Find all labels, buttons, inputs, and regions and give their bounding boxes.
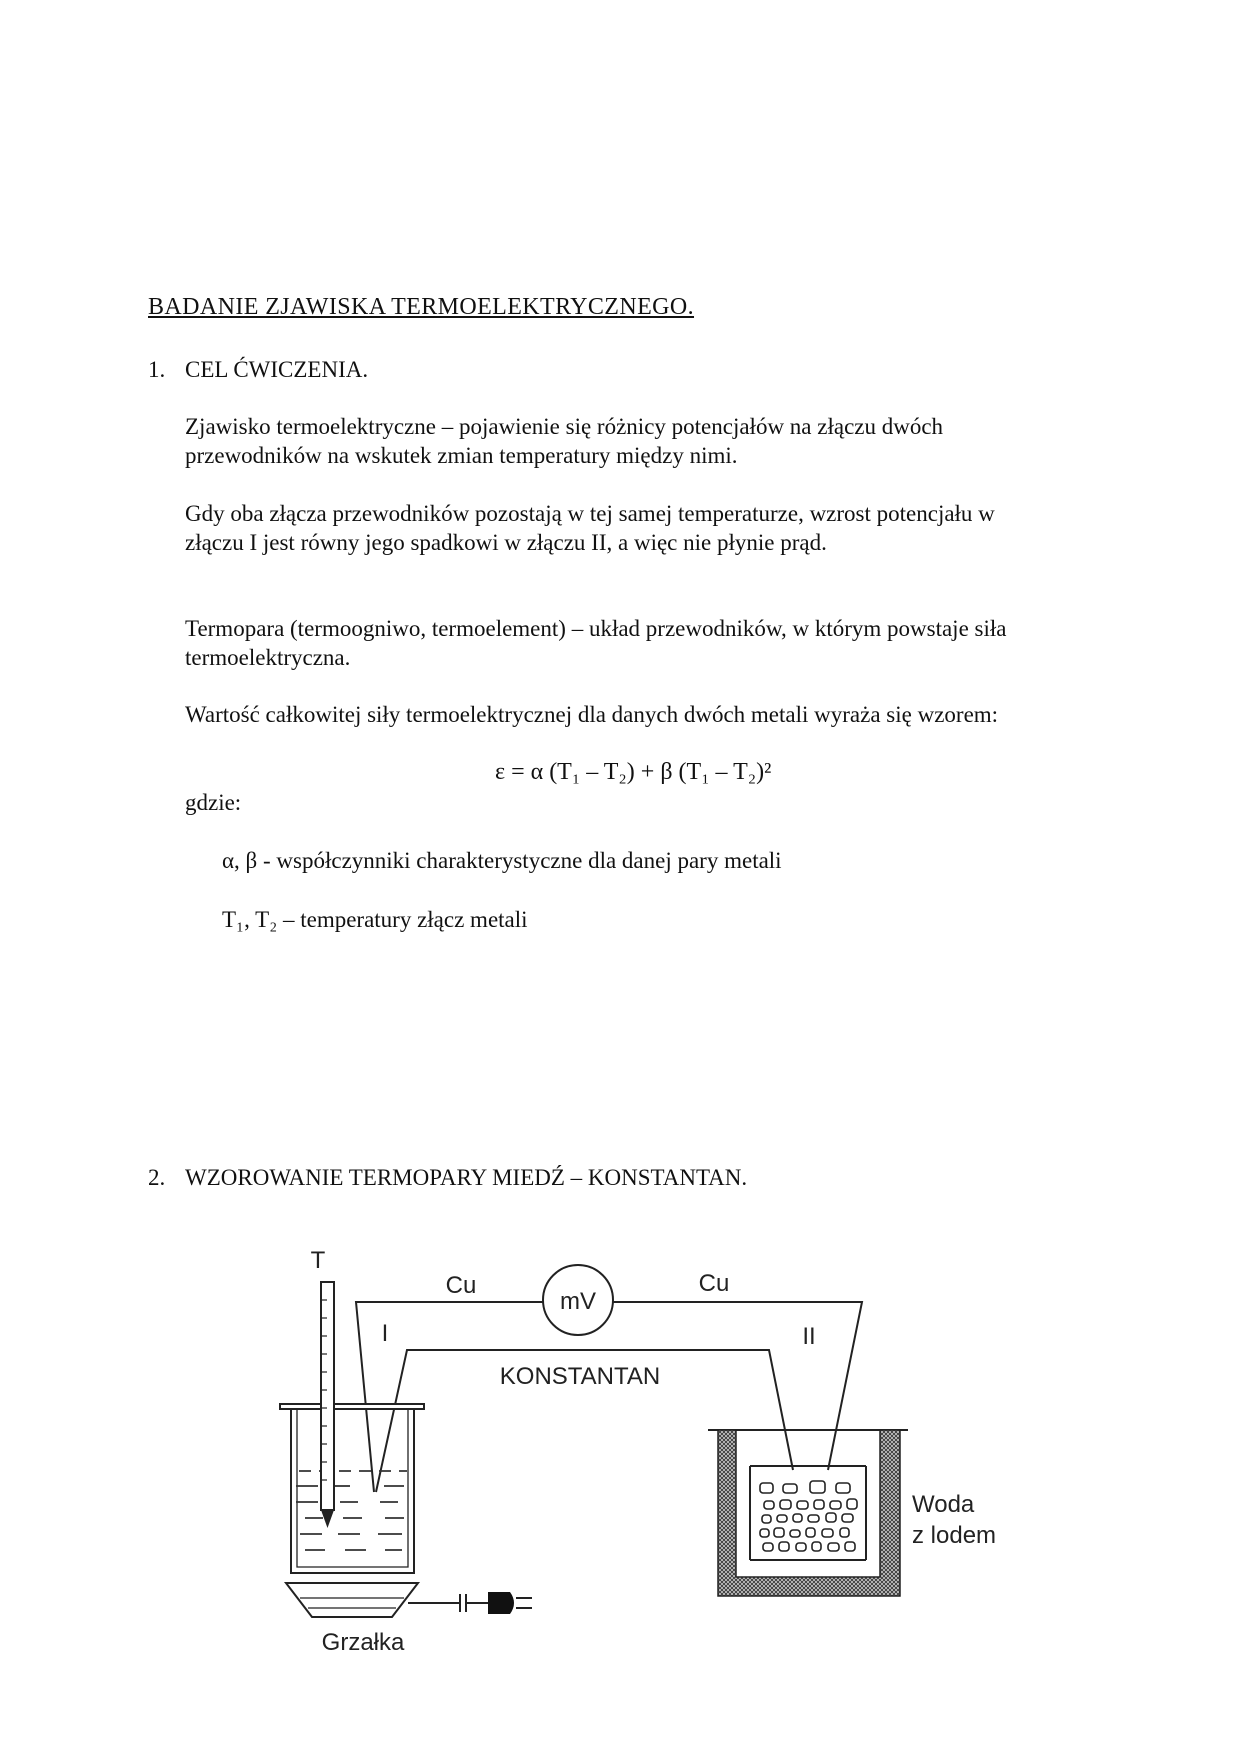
junction-i-label: I [381, 1320, 389, 1347]
paragraph-3-line-1: Termopara (termoogniwo, termoelement) – układ przewodników, w którym powstaje siła [185, 616, 1007, 641]
paragraph-1-line-2: przewodników na wskutek zmian temperatury między nimi. [185, 443, 738, 468]
ice-bath [708, 1430, 908, 1596]
heater-icon [286, 1583, 418, 1617]
paragraph-2-line-2: złączu I jest równy jego spadkowi w złączu II, a więc nie płynie prąd. [185, 530, 827, 555]
paragraph-3-line-2: termoelektryczna. [185, 645, 351, 670]
beaker-lid [280, 1404, 424, 1409]
beaker-outer [291, 1409, 414, 1573]
junction-ii-label: II [802, 1323, 816, 1350]
millivoltmeter [543, 1265, 613, 1335]
paragraph-4: Wartość całkowitej siły termoelektrycznej dla danych dwóch metali wyraża się wzorem: [185, 702, 999, 727]
copper-wire-right-label: Cu [698, 1270, 730, 1297]
thermometer-icon [321, 1282, 334, 1528]
millivoltmeter-label: mV [560, 1288, 596, 1315]
heater-label: Grzałka [321, 1629, 405, 1656]
section-2-number: 2. [148, 1165, 166, 1190]
paragraph-2-line-1: Gdy oba złącza przewodników pozostają w tej samej temperaturze, wzrost potencjału w [185, 501, 995, 526]
water-surface-dashes [296, 1471, 407, 1550]
power-plug-icon [408, 1592, 532, 1614]
ice-cubes [760, 1481, 857, 1551]
insulated-container [718, 1430, 900, 1596]
wires [356, 1302, 862, 1492]
constantan-label: KONSTANTAN [499, 1363, 661, 1390]
section-1-number: 1. [148, 357, 166, 382]
definition-alpha-beta: α, β - współczynniki charakterystyczne dla danej pary metali [222, 848, 782, 873]
hot-bath [280, 1404, 424, 1573]
copper-wire-left-label: Cu [445, 1272, 477, 1299]
document-title: BADANIE ZJAWISKA TERMOELEKTRYCZNEGO. [148, 294, 695, 320]
ice-water-label-line-1: Woda [912, 1491, 975, 1518]
beaker-inner [297, 1409, 408, 1567]
definition-temperatures: T₁, T₂ – temperatury złącz metali [222, 907, 528, 932]
formula: ε = α (T₁ – T₂) + β (T₁ – T₂)² [495, 759, 772, 785]
ice-water-label-line-2: z lodem [912, 1522, 997, 1549]
thermometer-label: T [310, 1247, 326, 1274]
paragraph-1-line-1: Zjawisko termoelektryczne – pojawienie się różnicy potencjałów na złączu dwóch [185, 414, 944, 439]
section-2-title: WZOROWANIE TERMOPARY MIEDŹ – KONSTANTAN. [185, 1165, 748, 1190]
section-1-title: CEL ĆWICZENIA. [185, 357, 369, 382]
where-label: gdzie: [185, 790, 242, 815]
